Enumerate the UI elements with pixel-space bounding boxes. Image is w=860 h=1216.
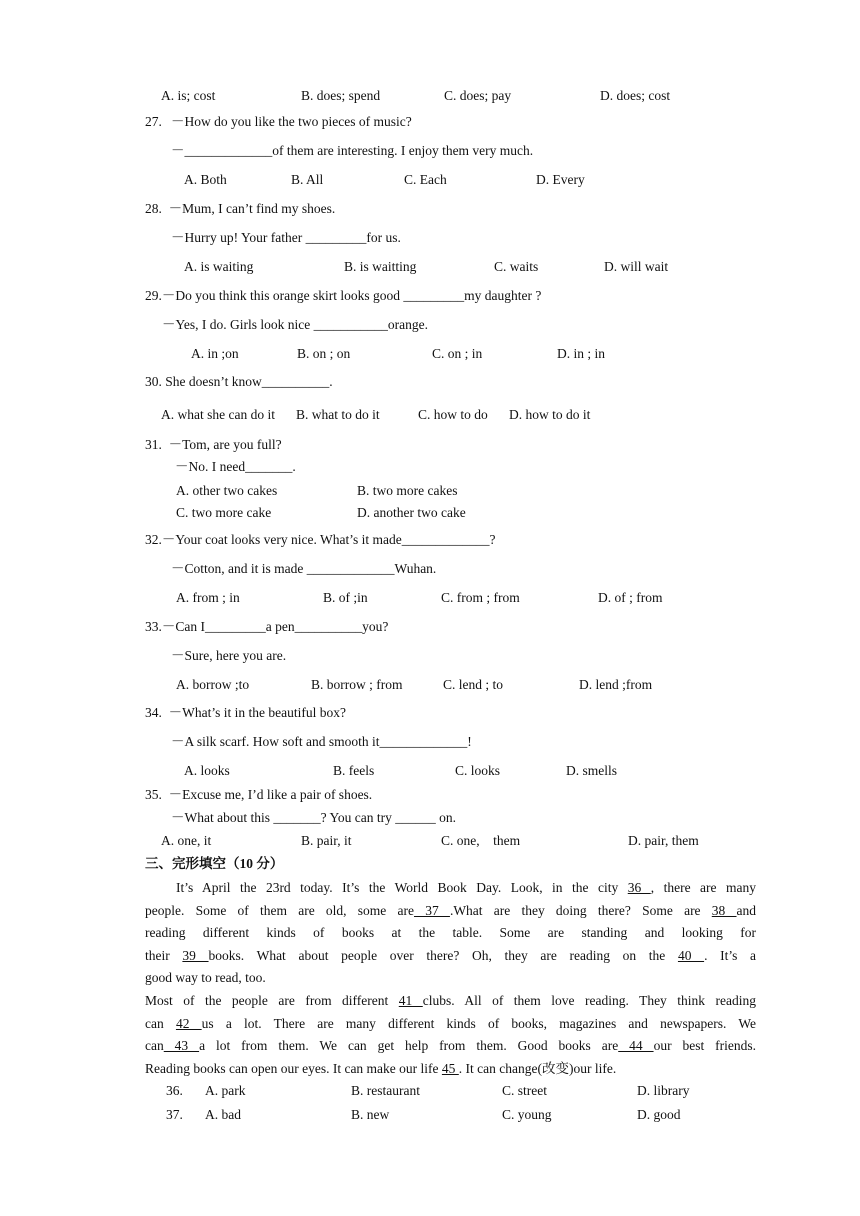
option-c: C. young [502,1107,552,1122]
blank-42: 42 [175,1015,202,1031]
option-b: B. on ; on [297,346,351,361]
cloze-passage [145,877,756,1080]
option-c: C. how to do [418,407,488,422]
passage-line-5: good way to read, too. [145,970,266,986]
option-c: C. Each [404,172,447,187]
blank-40: 40 [677,947,705,963]
passage-line-6: Most of the people are from different 41 clubs. All of them love reading. They think reading [145,992,756,1008]
blank-38: 38 [711,902,737,918]
option-a: A. one, it [161,833,212,848]
passage-line-1: It’s April the 23rd today. It’s the World Book Day. Look, in the city 36 , there are many [176,880,757,895]
option-b: B. pair, it [301,833,352,848]
option-b: B. restaurant [351,1083,420,1098]
question-prompt: －How do you like the two pieces of music? [171,114,412,129]
passage-line-7: can 42 us a lot. There are many different kinds of books, magazines and newspapers. We [145,1015,757,1031]
option-c: C. on ; in [432,346,483,361]
option-c: C. lend ; to [443,677,503,692]
passage-line-2: people. Some of them are old, some are 37 .What are they doing there? Some are 38 and [145,902,757,918]
option-d: D. will wait [604,259,669,274]
option-a: A. borrow ;to [176,677,250,692]
option-c: C. one, them [441,833,521,848]
option-b: B. two more cakes [357,483,458,498]
question-prompt: 32.－Your coat looks very nice. What’s it made_____________? [145,532,496,547]
option-c: C. looks [455,763,501,778]
option-a: A. from ; in [176,590,240,605]
option-d: D. library [637,1083,690,1098]
answer-line: －Yes, I do. Girls look nice ___________orange. [162,317,428,332]
question-prompt: 30. She doesn’t know__________. [145,374,333,389]
option-a: A. Both [184,172,227,187]
option-d: D. lend ;from [579,677,653,692]
option-d: D. does; cost [600,88,671,103]
question-prompt: 29.－Do you think this orange skirt looks good _________my daughter ? [145,288,542,303]
question-number: 27. [145,114,162,129]
option-a: A. is waiting [184,259,254,274]
blank-39: 39 [182,947,209,963]
question-prompt: 34. －What’s it in the beautiful box? [145,705,346,720]
option-b: B. of ;in [323,590,368,605]
passage-line-4: their 39 books. What about people over there? Oh, they are reading on the 40 . It’s a [145,947,757,963]
option-d: D. another two cake [357,505,466,520]
section-heading: 三、完形填空（10 分） [145,856,284,871]
answer-line: －What about this _______? You can try ______ on. [171,810,456,825]
option-d: D. Every [536,172,585,187]
option-b: B. is waitting [344,259,417,274]
option-b: B. what to do it [296,407,380,422]
option-b: B. All [291,172,324,187]
question-number: 37. [166,1107,183,1122]
option-d: D. how to do it [509,407,591,422]
option-c: C. two more cake [176,505,272,520]
question-prompt: 35. －Excuse me, I’d like a pair of shoes. [145,787,373,802]
option-a: A. is; cost [161,88,216,103]
question-prompt: 33.－Can I_________a pen__________you? [145,619,389,634]
option-b: B. borrow ; from [311,677,403,692]
option-d: D. pair, them [628,833,699,848]
passage-line-9: Reading books can open our eyes. It can make our life 45 . It can change(改变)our life. [145,1060,617,1076]
answer-line: －Hurry up! Your father _________for us. [171,230,401,245]
blank-44: 44 [618,1038,654,1054]
blank-45: 45 [441,1060,459,1076]
option-a: A. other two cakes [176,483,278,498]
question-prompt: 31. －Tom, are you full? [145,437,282,452]
question-prompt: 28. －Mum, I can’t find my shoes. [145,201,336,216]
option-a: A. bad [205,1107,241,1122]
blank-36: 36 [627,880,651,895]
blank-41: 41 [398,992,423,1008]
question-number: 36. [166,1083,183,1098]
option-b: B. new [351,1107,390,1122]
option-a: A. what she can do it [161,407,275,422]
passage-line-3: reading different kinds of books at the table. Some are standing and looking for [145,925,756,941]
option-c: C. from ; from [441,590,520,605]
option-b: B. does; spend [301,88,381,103]
option-d: D. in ; in [557,346,606,361]
passage-line-8: can 43 a lot from them. We can get help from them. Good books are 44 our best friends. [145,1038,757,1054]
answer-line: －_____________of them are interesting. I enjoy them very much. [171,143,534,158]
answer-line: －A silk scarf. How soft and smooth it_____________! [171,734,472,749]
option-a: A. park [205,1083,246,1098]
option-c: C. street [502,1083,547,1098]
option-c: C. waits [494,259,539,274]
answer-line: －Sure, here you are. [171,648,287,663]
option-d: D. of ; from [598,590,663,605]
option-a: A. in ;on [191,346,239,361]
option-d: D. smells [566,763,618,778]
option-a: A. looks [184,763,230,778]
answer-line: －Cotton, and it is made _____________Wuhan. [171,561,437,576]
option-d: D. good [637,1107,681,1122]
answer-line: －No. I need_______. [175,459,296,474]
option-c: C. does; pay [444,88,512,103]
blank-37: 37 [413,902,450,918]
blank-43: 43 [163,1038,200,1054]
option-b: B. feels [333,763,375,778]
